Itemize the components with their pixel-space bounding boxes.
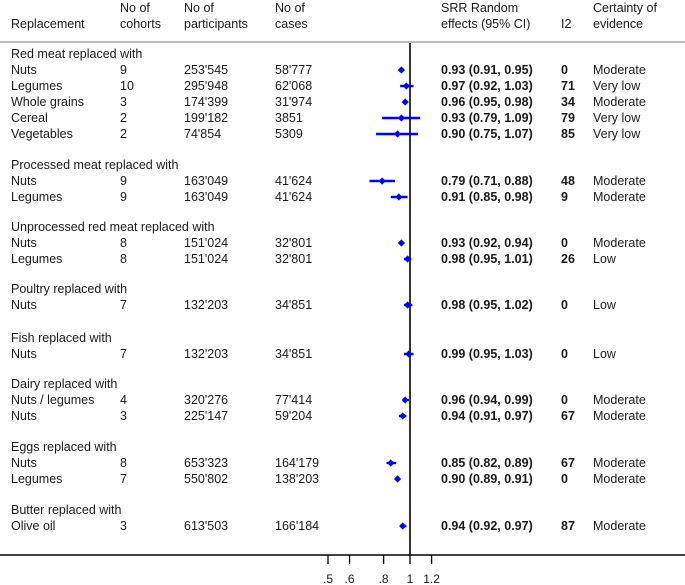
row-cohorts: 8 xyxy=(120,252,127,266)
point-estimate-marker xyxy=(399,522,406,529)
group-title: Processed meat replaced with xyxy=(11,158,179,172)
row-cohorts: 2 xyxy=(120,127,127,141)
row-i2: 79 xyxy=(561,111,575,125)
header-srr: SRR Random xyxy=(441,1,519,15)
row-label: Olive oil xyxy=(11,519,56,533)
row-cohorts: 3 xyxy=(120,409,127,423)
row-label: Nuts xyxy=(11,409,37,423)
row-certainty: Moderate xyxy=(593,236,646,250)
row-participants: 174'399 xyxy=(184,95,229,109)
x-tick-label: .5 xyxy=(322,572,334,585)
row-cohorts: 9 xyxy=(120,63,127,77)
row-srr: 0.98 (0.95, 1.02) xyxy=(441,298,533,312)
header-cohorts: No of xyxy=(120,1,150,15)
row-cohorts: 9 xyxy=(120,190,127,204)
row-cases: 31'974 xyxy=(275,95,313,109)
group-title: Fish replaced with xyxy=(11,331,112,345)
row-srr: 0.94 (0.92, 0.97) xyxy=(441,519,533,533)
point-estimate-marker xyxy=(402,98,409,105)
row-certainty: Moderate xyxy=(593,190,646,204)
row-cohorts: 4 xyxy=(120,393,127,407)
row-participants: 74'854 xyxy=(184,127,222,141)
row-cohorts: 2 xyxy=(120,111,127,125)
row-i2: 34 xyxy=(561,95,575,109)
x-tick-label: .6 xyxy=(344,572,355,585)
row-cases: 32'801 xyxy=(275,236,313,250)
row-cohorts: 3 xyxy=(120,519,127,533)
row-i2: 0 xyxy=(561,298,568,312)
row-certainty: Moderate xyxy=(593,63,646,77)
row-srr: 0.90 (0.75, 1.07) xyxy=(441,127,533,141)
row-participants: 225'147 xyxy=(184,409,229,423)
row-certainty: Moderate xyxy=(593,95,646,109)
row-certainty: Very low xyxy=(593,79,641,93)
group-title: Butter replaced with xyxy=(11,503,122,517)
row-participants: 132'203 xyxy=(184,347,229,361)
x-tick-label: 1 xyxy=(406,572,414,585)
row-i2: 0 xyxy=(561,347,568,361)
row-cases: 164'179 xyxy=(275,456,320,470)
row-label: Nuts xyxy=(11,63,37,77)
row-i2: 67 xyxy=(561,409,575,423)
header-certainty: evidence xyxy=(593,17,644,31)
row-srr: 0.79 (0.71, 0.88) xyxy=(441,174,533,188)
row-srr: 0.93 (0.91, 0.95) xyxy=(441,63,533,77)
point-estimate-marker xyxy=(379,177,386,184)
row-cases: 41'624 xyxy=(275,174,313,188)
x-tick-label: .8 xyxy=(378,572,389,585)
row-i2: 9 xyxy=(561,190,568,204)
row-i2: 67 xyxy=(561,456,575,470)
header-participants: No of xyxy=(184,1,214,15)
row-label: Legumes xyxy=(11,252,63,266)
row-i2: 0 xyxy=(561,236,568,250)
row-certainty: Low xyxy=(593,252,616,266)
row-srr: 0.93 (0.92, 0.94) xyxy=(441,236,533,250)
row-label: Nuts xyxy=(11,236,37,250)
row-participants: 653'323 xyxy=(184,456,229,470)
row-cohorts: 7 xyxy=(120,298,127,312)
row-srr: 0.85 (0.82, 0.89) xyxy=(441,456,533,470)
row-participants: 199'182 xyxy=(184,111,229,125)
row-i2: 85 xyxy=(561,127,575,141)
row-label: Nuts xyxy=(11,456,37,470)
row-srr: 0.93 (0.79, 1.09) xyxy=(441,111,533,125)
point-estimate-marker xyxy=(402,396,409,403)
row-certainty: Moderate xyxy=(593,174,646,188)
row-participants: 295'948 xyxy=(184,79,229,93)
row-cases: 41'624 xyxy=(275,190,313,204)
row-label: Vegetables xyxy=(11,127,73,141)
point-estimate-marker xyxy=(403,82,410,89)
point-estimate-marker xyxy=(395,193,402,200)
row-srr: 0.91 (0.85, 0.98) xyxy=(441,190,533,204)
row-certainty: Moderate xyxy=(593,393,646,407)
row-label: Nuts xyxy=(11,347,37,361)
row-i2: 71 xyxy=(561,79,575,93)
row-participants: 613'503 xyxy=(184,519,229,533)
row-cohorts: 9 xyxy=(120,174,127,188)
point-estimate-marker xyxy=(405,350,412,357)
row-label: Legumes xyxy=(11,79,63,93)
row-cohorts: 8 xyxy=(120,456,127,470)
row-srr: 0.96 (0.95, 0.98) xyxy=(441,95,533,109)
row-participants: 151'024 xyxy=(184,252,229,266)
header-replacement: Replacement xyxy=(11,17,85,31)
row-certainty: Moderate xyxy=(593,456,646,470)
row-label: Nuts xyxy=(11,174,37,188)
row-cases: 166'184 xyxy=(275,519,320,533)
header-certainty: Certainty of xyxy=(593,1,657,15)
row-cases: 59'204 xyxy=(275,409,313,423)
row-cohorts: 7 xyxy=(120,472,127,486)
row-i2: 48 xyxy=(561,174,575,188)
header-cohorts: cohorts xyxy=(120,17,161,31)
row-cases: 138'203 xyxy=(275,472,320,486)
row-cases: 34'851 xyxy=(275,347,313,361)
header-cases: No of xyxy=(275,1,305,15)
row-cohorts: 8 xyxy=(120,236,127,250)
row-cases: 5309 xyxy=(275,127,303,141)
row-certainty: Low xyxy=(593,298,616,312)
row-i2: 0 xyxy=(561,472,568,486)
row-participants: 163'049 xyxy=(184,174,229,188)
row-participants: 151'024 xyxy=(184,236,229,250)
row-cases: 3851 xyxy=(275,111,303,125)
row-cohorts: 7 xyxy=(120,347,127,361)
row-label: Legumes xyxy=(11,472,63,486)
row-label: Whole grains xyxy=(11,95,84,109)
point-estimate-marker xyxy=(387,459,394,466)
row-cohorts: 10 xyxy=(120,79,134,93)
row-participants: 132'203 xyxy=(184,298,229,312)
row-srr: 0.90 (0.89, 0.91) xyxy=(441,472,533,486)
row-i2: 0 xyxy=(561,63,568,77)
row-srr: 0.98 (0.95, 1.01) xyxy=(441,252,533,266)
row-cases: 62'068 xyxy=(275,79,313,93)
group-title: Eggs replaced with xyxy=(11,440,117,454)
row-certainty: Moderate xyxy=(593,519,646,533)
row-label: Nuts xyxy=(11,298,37,312)
row-label: Nuts / legumes xyxy=(11,393,95,407)
row-cases: 32'801 xyxy=(275,252,313,266)
point-estimate-marker xyxy=(394,475,401,482)
group-title: Unprocessed red meat replaced with xyxy=(11,220,215,234)
group-title: Dairy replaced with xyxy=(11,377,118,391)
row-participants: 320'276 xyxy=(184,393,229,407)
row-certainty: Low xyxy=(593,347,616,361)
row-certainty: Moderate xyxy=(593,409,646,423)
row-srr: 0.97 (0.92, 1.03) xyxy=(441,79,533,93)
row-i2: 26 xyxy=(561,252,575,266)
row-cases: 34'851 xyxy=(275,298,313,312)
row-i2: 0 xyxy=(561,393,568,407)
point-estimate-marker xyxy=(394,130,401,137)
row-label: Cereal xyxy=(11,111,48,125)
row-participants: 253'545 xyxy=(184,63,229,77)
group-title: Poultry replaced with xyxy=(11,282,128,296)
row-srr: 0.94 (0.91, 0.97) xyxy=(441,409,533,423)
row-cases: 58'777 xyxy=(275,63,313,77)
row-i2: 87 xyxy=(561,519,575,533)
row-cases: 77'414 xyxy=(275,393,313,407)
row-label: Legumes xyxy=(11,190,63,204)
x-tick-label: 1.2 xyxy=(423,572,440,585)
point-estimate-marker xyxy=(398,239,405,246)
point-estimate-marker xyxy=(399,412,406,419)
header-participants: participants xyxy=(184,17,248,31)
group-title: Red meat replaced with xyxy=(11,47,143,61)
row-srr: 0.96 (0.94, 0.99) xyxy=(441,393,533,407)
header-cases: cases xyxy=(275,17,308,31)
row-certainty: Very low xyxy=(593,111,641,125)
point-estimate-marker xyxy=(398,114,405,121)
row-participants: 163'049 xyxy=(184,190,229,204)
row-cohorts: 3 xyxy=(120,95,127,109)
row-srr: 0.99 (0.95, 1.03) xyxy=(441,347,533,361)
header-srr: effects (95% CI) xyxy=(441,17,531,31)
header-i2: I2 xyxy=(561,17,572,31)
row-participants: 550'802 xyxy=(184,472,229,486)
point-estimate-marker xyxy=(398,66,405,73)
row-certainty: Very low xyxy=(593,127,641,141)
row-certainty: Moderate xyxy=(593,472,646,486)
